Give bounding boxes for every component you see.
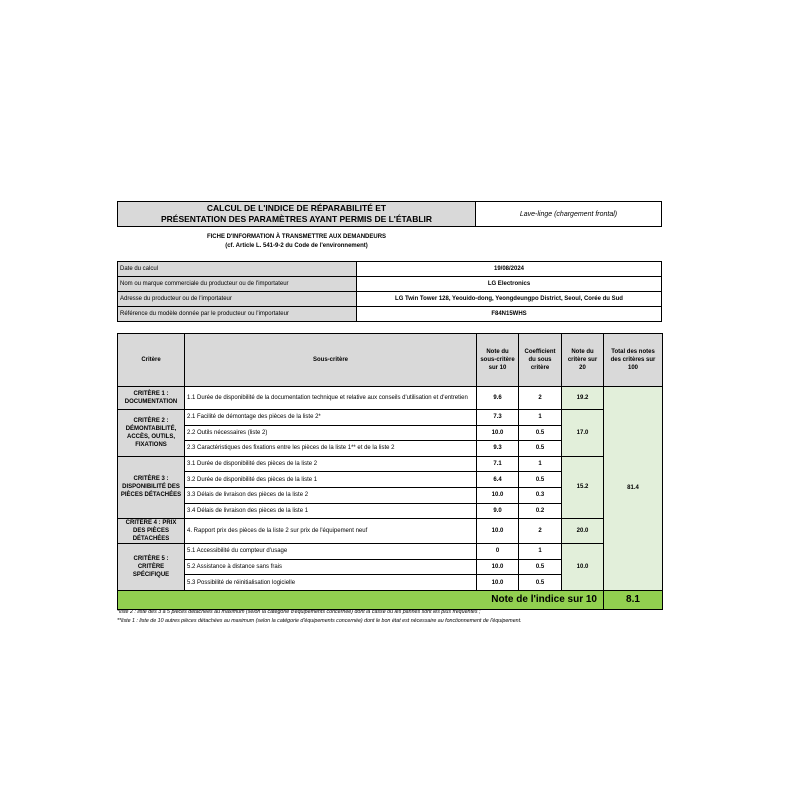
coef-3-1: 1 <box>519 456 562 472</box>
criterion-2: CRITÈRE 2 : DÉMONTABILITÉ, ACCÈS, OUTILS, FIXATIONS <box>118 410 185 457</box>
footnote-liste-2: *liste 2 : liste des 3 à 5 pièces détachées au maximum (selon la catégorie d'équipements concernée) dont la casse ou les pannes sont les plus fréquentes ; <box>117 609 481 615</box>
header-critere: Critère <box>118 334 185 387</box>
info-value-address: LG Twin Tower 128, Yeouido-dong, Yeongdeungpo District, Seoul, Corée du Sud <box>357 292 662 307</box>
subcriterion-5-2: 5.2 Assistance à distance sans frais <box>185 559 477 575</box>
subcriterion-2-2: 2.2 Outils nécessaires (liste 2) <box>185 425 477 441</box>
coef-5-1: 1 <box>519 544 562 560</box>
final-score-row <box>118 590 663 609</box>
final-score-value: 8.1 <box>604 590 663 609</box>
info-label-brand: Nom ou marque commerciale du producteur ou de l'importateur <box>118 277 357 292</box>
info-label-date: Date du calcul <box>118 262 357 277</box>
coef-2-1: 1 <box>519 410 562 426</box>
criterion-5: CRITÈRE 5 : CRITÈRE SPÉCIFIQUE <box>118 544 185 591</box>
final-score-label: Note de l'indice sur 10 <box>118 590 604 609</box>
product-type: Lave-linge (chargement frontal) <box>476 201 662 227</box>
table-row <box>118 410 663 426</box>
coef-5-3: 0.5 <box>519 575 562 591</box>
header-sous-critere: Sous-critère <box>185 334 477 387</box>
table-row <box>118 387 663 410</box>
subcriterion-3-3: 3.3 Délais de livraison des pièces de la liste 2 <box>185 487 477 503</box>
info-row <box>118 292 662 307</box>
note-2-2: 10.0 <box>477 425 519 441</box>
criterion-3: CRITÈRE 3 : DISPONIBILITÉ DES PIÈCES DÉTACHÉES <box>118 456 185 518</box>
info-row <box>118 262 662 277</box>
coef-3-4: 0.2 <box>519 503 562 519</box>
report-title <box>117 201 476 227</box>
report-subtitle-line2: (cf. Article L. 541-9-2 du Code de l'environnement) <box>225 243 368 249</box>
note-3-3: 10.0 <box>477 487 519 503</box>
subcriterion-5-3: 5.3 Possibilité de réinitialisation logicielle <box>185 575 477 591</box>
coef-5-2: 0.5 <box>519 559 562 575</box>
note-5-3: 10.0 <box>477 575 519 591</box>
note-3-4: 9.0 <box>477 503 519 519</box>
info-table <box>117 261 662 322</box>
table-row <box>118 544 663 560</box>
subcriterion-2-3: 2.3 Caractéristiques des fixations entre les pièces de la liste 1** et de la liste 2 <box>185 441 477 457</box>
criterion-4: CRITÈRE 4 : PRIX DES PIÈCES DÉTACHÉES <box>118 519 185 544</box>
criterion-4-score: 20.0 <box>562 519 604 544</box>
info-value-model: F84N15WHS <box>357 307 662 322</box>
header-total: Total des notes des critères sur 100 <box>604 334 663 387</box>
report-title-line1: CALCUL DE L'INDICE DE RÉPARABILITÉ ET <box>206 203 387 213</box>
table-row <box>118 456 663 472</box>
footnotes <box>117 608 677 626</box>
coef-2-3: 0.5 <box>519 441 562 457</box>
coef-1-1: 2 <box>519 387 562 410</box>
note-2-3: 9.3 <box>477 441 519 457</box>
criterion-3-score: 15.2 <box>562 456 604 518</box>
note-3-1: 7.1 <box>477 456 519 472</box>
subcriterion-3-4: 3.4 Délais de livraison des pièces de la liste 1 <box>185 503 477 519</box>
report-title-line2: PRÉSENTATION DES PARAMÈTRES AYANT PERMIS DE L'ÉTABLIR <box>160 214 433 224</box>
footnote-liste-1: **liste 1 : liste de 10 autres pièces détachées au maximum (selon la catégorie d'équipements concernée) dont le bon état est nécessaire au fonctionnement de l'équipement. <box>117 618 522 624</box>
score-table-header <box>118 334 663 387</box>
coef-4-1: 2 <box>519 519 562 544</box>
criterion-1: CRITÈRE 1 : DOCUMENTATION <box>118 387 185 410</box>
info-value-brand: LG Electronics <box>357 277 662 292</box>
note-2-1: 7.3 <box>477 410 519 426</box>
coef-3-2: 0.5 <box>519 472 562 488</box>
subcriterion-5-1: 5.1 Accessibilité du compteur d'usage <box>185 544 477 560</box>
info-row <box>118 277 662 292</box>
criterion-1-score: 19.2 <box>562 387 604 410</box>
subcriterion-3-1: 3.1 Durée de disponibilité des pièces de la liste 2 <box>185 456 477 472</box>
report-subtitle <box>117 233 476 251</box>
info-row <box>118 307 662 322</box>
note-5-2: 10.0 <box>477 559 519 575</box>
total-score: 81.4 <box>604 387 663 591</box>
subcriterion-4-1: 4. Rapport prix des pièces de la liste 2 sur prix de l'équipement neuf <box>185 519 477 544</box>
table-row <box>118 519 663 544</box>
info-label-model: Référence du modèle donnée par le producteur ou l'importateur <box>118 307 357 322</box>
header-note-sous-critere: Note du sous-critère sur 10 <box>477 334 519 387</box>
score-table <box>117 333 663 610</box>
coef-2-2: 0.5 <box>519 425 562 441</box>
subcriterion-1-1: 1.1 Durée de disponibilité de la documentation technique et relative aux conseils d'utilisation et d'entretien <box>185 387 477 410</box>
header-coefficient: Coefficient du sous critère <box>519 334 562 387</box>
info-value-date: 19/08/2024 <box>357 262 662 277</box>
note-3-2: 6.4 <box>477 472 519 488</box>
info-label-address: Adresse du producteur ou de l'importateur <box>118 292 357 307</box>
criterion-2-score: 17.0 <box>562 410 604 457</box>
header-note-critere: Note du critère sur 20 <box>562 334 604 387</box>
subcriterion-3-2: 3.2 Durée de disponibilité des pièces de la liste 1 <box>185 472 477 488</box>
report-subtitle-line1: FICHE D'INFORMATION À TRANSMETTRE AUX DEMANDEURS <box>206 234 387 240</box>
note-4-1: 10.0 <box>477 519 519 544</box>
criterion-5-score: 10.0 <box>562 544 604 591</box>
note-1-1: 9.6 <box>477 387 519 410</box>
subcriterion-2-1: 2.1 Facilité de démontage des pièces de la liste 2* <box>185 410 477 426</box>
coef-3-3: 0.3 <box>519 487 562 503</box>
note-5-1: 0 <box>477 544 519 560</box>
